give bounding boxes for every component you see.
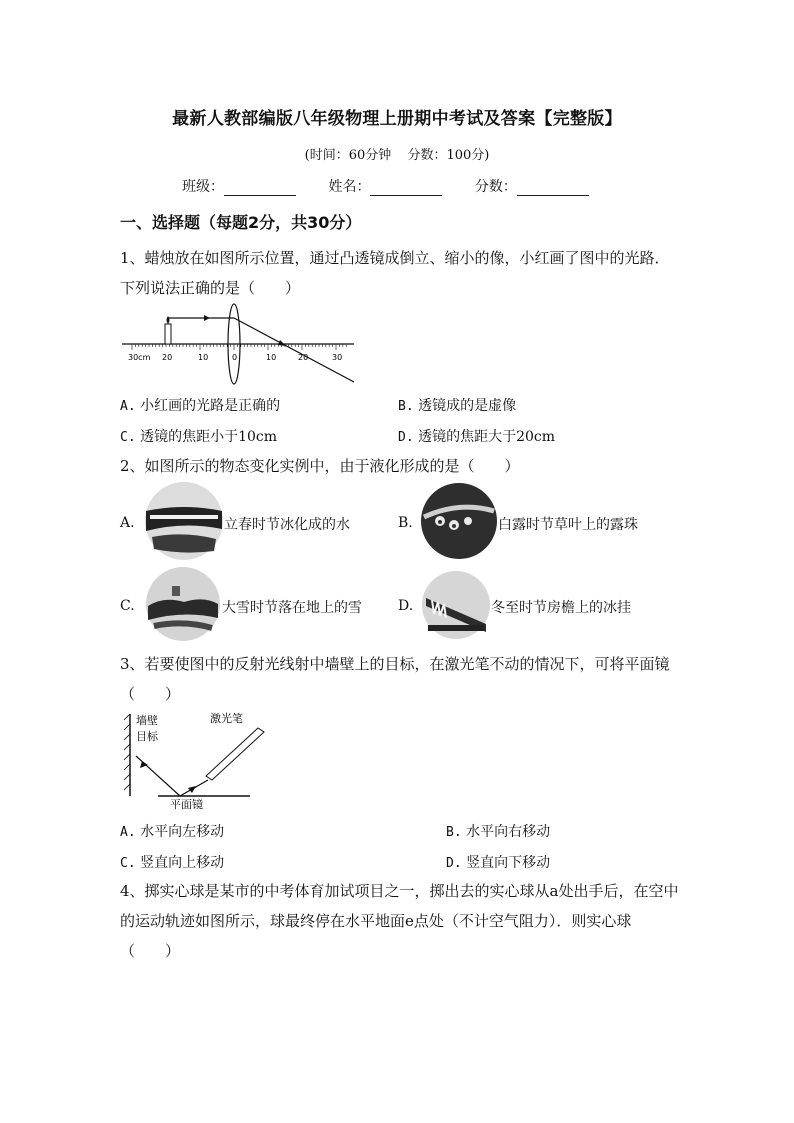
exam-time: (时间：60分钟	[304, 148, 392, 163]
mirror-label: 平面镜	[170, 798, 203, 810]
q2-option-b-text[interactable]: 白露时节草叶上的露珠	[498, 517, 638, 533]
section-title: 一、选择题（每题2分，共30分）	[120, 213, 362, 232]
q1-option-d[interactable]	[398, 426, 555, 446]
tick-label-4: 10	[266, 353, 277, 362]
option-text: 小红画的光路是正确的	[140, 398, 281, 414]
wall-hatch	[124, 714, 130, 790]
class-field	[182, 176, 296, 196]
q2-option-a-text[interactable]: 立春时节冰化成的水	[224, 517, 350, 533]
wall-label: 墙壁	[136, 714, 158, 727]
option-label: D.	[446, 856, 462, 871]
option-label: B.	[446, 825, 462, 840]
name-field	[328, 176, 442, 196]
exam-score: 分数：100分)	[407, 148, 490, 163]
question-3-text: 3、若要使图中的反射光线射中墙壁上的目标，在激光笔不动的情况下，可将平面镜（ ）	[120, 655, 670, 703]
name-blank[interactable]	[370, 181, 442, 196]
option-text: 透镜的焦距小于10cm	[140, 429, 278, 445]
student-info-row	[182, 176, 617, 196]
tick-label-1: 20	[162, 353, 173, 362]
incident-arrow	[188, 786, 196, 793]
option-text: 水平向右移动	[466, 824, 551, 840]
option-text: 透镜的焦距大于20cm	[418, 429, 556, 445]
icicle-photo[interactable]	[420, 570, 492, 640]
option-text: 水平向左移动	[140, 824, 225, 840]
option-text: 竖直向下移动	[466, 855, 551, 871]
page-title: 最新人教部编版八年级物理上册期中考试及答案【完整版】	[172, 109, 622, 129]
q3-option-d[interactable]	[446, 852, 550, 872]
q2-option-d-text[interactable]: 冬至时节房檐上的冰挂	[491, 600, 631, 616]
option-label: C.	[120, 856, 136, 871]
option-label: C.	[120, 430, 136, 445]
q2-option-c-label: C.	[120, 598, 135, 614]
option-label: A.	[120, 399, 136, 414]
option-text: 透镜成的是虚像	[418, 398, 517, 414]
question-2-text: 2、如图所示的物态变化实例中，由于液化形成的是（ ）	[120, 457, 520, 475]
class-label: 班级：	[182, 179, 224, 195]
name-label: 姓名：	[328, 179, 371, 195]
q2-option-b-label: B.	[398, 515, 413, 531]
tick-label-0: 30cm	[128, 353, 151, 362]
dew-drops-photo[interactable]	[420, 481, 498, 561]
score-blank[interactable]	[517, 181, 589, 196]
laser-pen-icon	[206, 728, 264, 780]
class-blank[interactable]	[224, 181, 296, 196]
q2-option-c-text[interactable]: 大雪时节落在地上的雪	[222, 600, 362, 616]
exam-meta	[0, 144, 794, 163]
tick-label-3: 0	[232, 353, 238, 362]
option-label: A.	[120, 825, 136, 840]
q3-option-b[interactable]	[446, 821, 550, 841]
candle-icon	[165, 324, 171, 344]
option-label: D.	[398, 430, 414, 445]
tick-label-2: 10	[198, 353, 209, 362]
mirror-reflection-figure	[118, 710, 278, 810]
tick-label-6: 30	[332, 353, 343, 362]
question-1-text: 1、蜡烛放在如图所示位置，通过凸透镜成倒立、缩小的像，小红画了图中的光路．下列说法正确的是（ ）	[120, 249, 670, 297]
option-text: 竖直向上移动	[140, 855, 225, 871]
melting-ice-photo[interactable]	[144, 481, 224, 561]
score-field	[475, 176, 589, 196]
q2-option-d-label: D.	[398, 598, 414, 614]
reflected-arrow	[140, 761, 148, 768]
q1-option-c[interactable]	[120, 426, 277, 446]
score-label: 分数：	[474, 179, 517, 195]
target-label: 目标	[136, 730, 158, 743]
q2-option-a-label: A.	[120, 515, 135, 531]
question-4-text: 4、掷实心球是某市的中考体育加试项目之一，掷出去的实心球从a处出手后，在空中的运动轨迹如图所示，球最终停在水平地面e点处（不计空气阻力）．则实心球（ ）	[120, 882, 679, 960]
lens-ray-figure	[118, 302, 360, 386]
q3-option-a[interactable]	[120, 821, 224, 841]
q1-option-a[interactable]	[120, 395, 280, 415]
snow-photo[interactable]	[144, 566, 222, 642]
laser-label: 激光笔	[210, 712, 243, 725]
option-label: B.	[398, 399, 414, 414]
tick-label-5: 20	[298, 353, 309, 362]
q3-option-c[interactable]	[120, 852, 224, 872]
q1-option-b[interactable]	[398, 395, 516, 415]
